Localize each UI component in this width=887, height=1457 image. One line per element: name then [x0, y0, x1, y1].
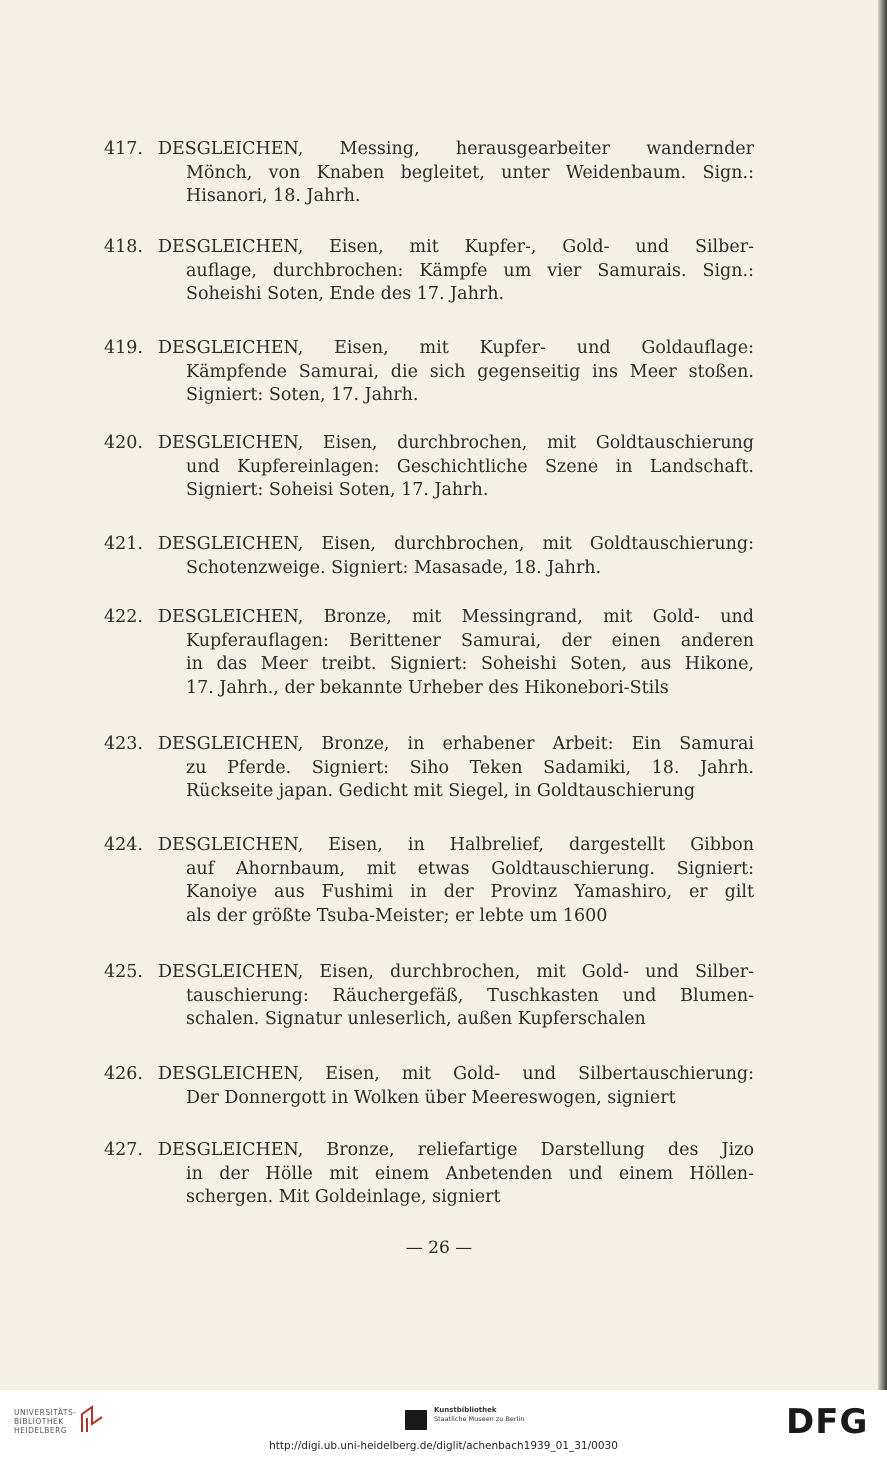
entry-line: Soheishi Soten, Ende des 17. Jahrh.: [186, 284, 505, 304]
entry-line: DESGLEICHEN, Bronze, reliefartige Darstellung des Jizo: [158, 1140, 754, 1160]
page-number: — 26 —: [405, 1238, 473, 1258]
entry-line: Mönch, von Knaben begleitet, unter Weidenbaum. Sign.:: [186, 162, 754, 183]
entry-number: 427.: [104, 1140, 143, 1160]
entry-line: DESGLEICHEN, Bronze, mit Messingrand, mit Gold- und: [158, 607, 754, 627]
entry-number: 420.: [104, 433, 143, 453]
entry-line: und Kupfereinlagen: Geschichtliche Szene in Landschaft.: [186, 456, 754, 477]
entry-line: DESGLEICHEN, Eisen, mit Gold- und Silbertauschierung:: [158, 1064, 754, 1084]
entry-line: schergen. Mit Goldeinlage, signiert: [186, 1187, 501, 1207]
page-edge-shadow: [878, 0, 887, 1390]
university-library-logo-icon: [78, 1404, 106, 1434]
entry-line: in der Hölle mit einem Anbetenden und einem Höllen-: [186, 1163, 754, 1184]
entry-number: 426.: [104, 1064, 143, 1084]
entry-line: schalen. Signatur unleserlich, außen Kupferschalen: [186, 1009, 646, 1029]
footer-bar: [0, 1390, 887, 1457]
entry-line: tauschierung: Räuchergefäß, Tuschkasten und Blumen-: [186, 985, 754, 1006]
entry-line: DESGLEICHEN, Eisen, durchbrochen, mit Goldtauschierung:: [158, 534, 754, 554]
entry-number: 418.: [104, 237, 143, 257]
entry-line: 17. Jahrh., der bekannte Urheber des Hikonebori-Stils: [186, 677, 669, 698]
entry-number: 423.: [104, 734, 143, 754]
entry-line: zu Pferde. Signiert: Siho Teken Sadamiki, 18. Jahrh.: [186, 757, 754, 778]
entry-line: DESGLEICHEN, Eisen, in Halbrelief, dargestellt Gibbon: [158, 835, 754, 855]
entry-line: Signiert: Soten, 17. Jahrh.: [186, 385, 419, 405]
entry-line: Schotenzweige. Signiert: Masasade, 18. Jahrh.: [186, 557, 602, 578]
entry-line: Kanoiye aus Fushimi in der Provinz Yamashiro, er gilt: [186, 882, 754, 902]
entry-line: DESGLEICHEN, Eisen, mit Kupfer- und Goldauflage:: [158, 338, 754, 358]
entry-number: 425.: [104, 962, 143, 982]
entry-number: 424.: [104, 835, 143, 855]
entry-line: DESGLEICHEN, Eisen, durchbrochen, mit Gold- und Silber-: [158, 962, 754, 982]
kunstbibliothek-logo-icon: [405, 1410, 427, 1430]
entry-line: Rückseite japan. Gedicht mit Siegel, in Goldtauschierung: [186, 781, 696, 801]
dfg-logo: DFG: [786, 1402, 869, 1442]
entry-number: 422.: [104, 607, 143, 627]
entry-number: 417.: [104, 139, 143, 159]
entry-line: Hisanori, 18. Jahrh.: [186, 186, 361, 206]
university-library-logo-text: UNIVERSITÄTS- BIBLIOTHEK HEIDELBERG: [14, 1408, 77, 1435]
entry-line: Signiert: Soheisi Soten, 17. Jahrh.: [186, 480, 489, 500]
entry-line: DESGLEICHEN, Eisen, mit Kupfer-, Gold- und Silber-: [158, 237, 754, 257]
entry-line: in das Meer treibt. Signiert: Soheishi Soten, aus Hikone,: [186, 654, 754, 674]
entry-line: auflage, durchbrochen: Kämpfe um vier Samurais. Sign.:: [186, 260, 754, 281]
entry-line: Der Donnergott in Wolken über Meereswogen, signiert: [186, 1087, 676, 1108]
entry-number: 419.: [104, 338, 143, 358]
source-url[interactable]: http://digi.ub.uni-heidelberg.de/diglit/achenbach1939_01_31/0030: [269, 1440, 618, 1452]
kunstbibliothek-logo-text: Kunstbibliothek Staatliche Museen zu Berlin: [434, 1406, 525, 1423]
entry-line: DESGLEICHEN, Eisen, durchbrochen, mit Goldtauschierung: [158, 433, 754, 453]
entry-line: auf Ahornbaum, mit etwas Goldtauschierung. Signiert:: [186, 858, 754, 879]
entry-line: DESGLEICHEN, Bronze, in erhabener Arbeit: Ein Samurai: [158, 734, 754, 754]
entry-line: DESGLEICHEN, Messing, herausgearbeiter wandernder: [158, 139, 754, 159]
entry-line: Kämpfende Samurai, die sich gegenseitig ins Meer stoßen.: [186, 361, 754, 382]
entry-line: als der größte Tsuba-Meister; er lebte um 1600: [186, 905, 608, 926]
entry-line: Kupferauflagen: Berittener Samurai, der einen anderen: [186, 630, 754, 651]
entry-number: 421.: [104, 534, 143, 554]
